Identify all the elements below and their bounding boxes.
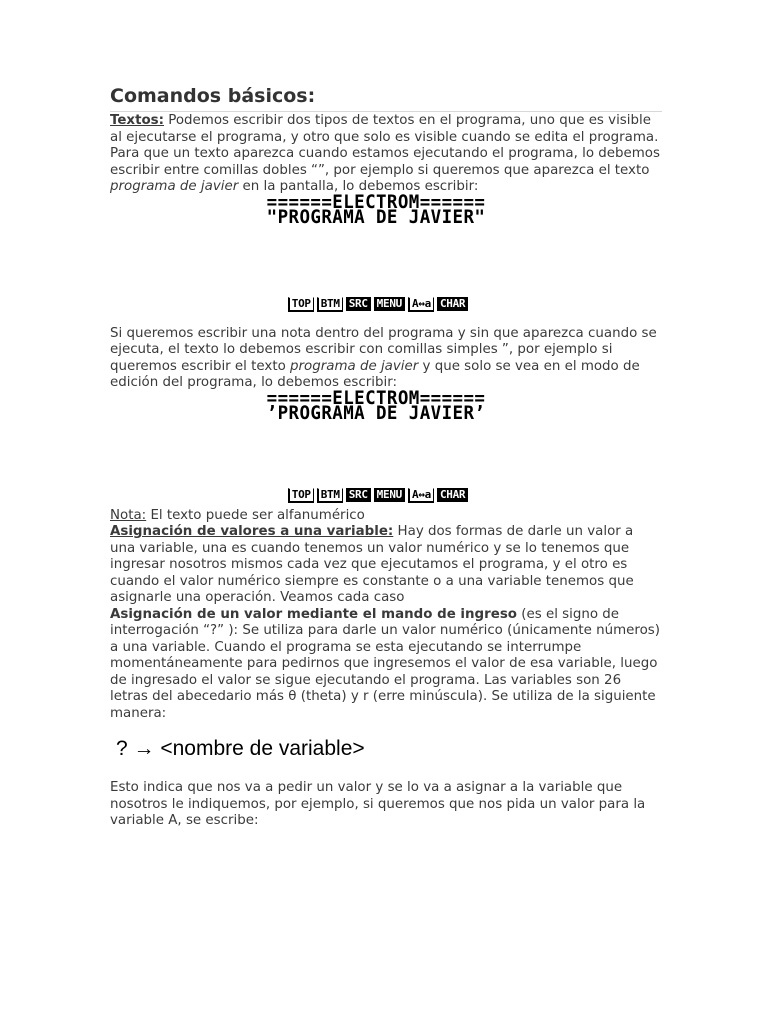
calculator-screen-2 — [110, 387, 662, 488]
paragraph-final: Esto indica que nos va a pedir un valor y se lo va a asignar a la variable que nosotros le indiquemos, por ejemplo, si queremos que nos pida un valor para la variable A, se escribe: — [110, 780, 646, 828]
softkey-src: SRC — [346, 297, 371, 311]
softkey-menu-2 — [94, 488, 662, 508]
paragraph-nota: Nota: El texto puede ser alfanumérico — [110, 507, 365, 523]
asignacion-label: Asignación de valores a una variable: — [110, 524, 394, 539]
softkey-btm: BTM — [317, 488, 343, 503]
softkey-menu: MENU — [374, 297, 405, 311]
nota-label: Nota: — [110, 507, 147, 523]
screen-line-program: ’PROGRAMA DE JAVIER’ — [266, 402, 486, 424]
document-page — [110, 84, 662, 830]
softkey-btm: BTM — [317, 297, 343, 312]
softkey-char: CHAR — [437, 297, 468, 311]
paragraph-double-quotes: Para que un texto aparezca cuando estamos ejecutando el programa, lo debemos escribir entre comillas dobles “”, por ejemplo si queremos que aparezca el texto programa de javier en la pantalla, lo debemos escribir: — [110, 146, 660, 194]
softkey-src: SRC — [346, 488, 371, 502]
ingreso-label: Asignación de un valor mediante el mando de ingreso — [110, 606, 517, 622]
softkey-top: TOP — [288, 297, 314, 312]
paragraph-asignacion: Asignación de valores a una variable: Hay dos formas de darle un valor a una variable, una es cuando tenemos un valor numérico y se lo tenemos que ingresar nosotros mismos cada vez que ejecutamos el programa, y el otro es cuando el valor numérico siempre es constante o a una variable tenemos que asignarle una operación. Veamos cada caso — [110, 524, 634, 605]
screen-line-program: "PROGRAMA DE JAVIER" — [266, 206, 486, 228]
paragraph-single-quotes: Si queremos escribir una nota dentro del programa y sin que aparezca cuando se ejecuta, el texto lo debemos escribir con comillas simples ”, por ejemplo si queremos escribir el texto programa de javier y que solo se vea en el modo de edición del programa, lo debemos escribir: — [110, 325, 657, 390]
softkey-case: A↔a — [408, 297, 434, 312]
page-title: Comandos básicos: — [110, 84, 662, 112]
screen-line-header: ======ELECTROM====== — [266, 191, 486, 213]
textos-text: Podemos escribir dos tipos de textos en el programa, uno que es visible al ejecutarse el programa, y otro que solo es visible cuando se edita el programa. — [110, 113, 659, 145]
softkey-top: TOP — [288, 488, 314, 503]
calculator-screen-1 — [110, 191, 662, 297]
textos-label: Textos: — [110, 113, 164, 128]
screen-line-header: ======ELECTROM====== — [266, 387, 486, 409]
softkey-menu: MENU — [374, 488, 405, 502]
input-command-formula: ? → <nombre de variable> — [116, 737, 365, 760]
paragraph-textos — [110, 113, 662, 146]
paragraph-ingreso: Asignación de un valor mediante el mando de ingreso (es el signo de interrogación “?” ): Se utiliza para darle un valor numérico (únicamente números) a una variable. Cuando el programa se esta ejecutando se interrumpe momentáneamente para pedirnos que ingresemos el valor de esa variable, luego de ingresado el valor se sigue ejecutando el programa. Las variables son 26 letras del abecedario más θ (theta) y r (erre minúscula). Se utiliza de la siguiente manera: — [110, 606, 660, 721]
softkey-case: A↔a — [408, 488, 434, 503]
softkey-menu-1 — [94, 297, 662, 326]
softkey-char: CHAR — [437, 488, 468, 502]
